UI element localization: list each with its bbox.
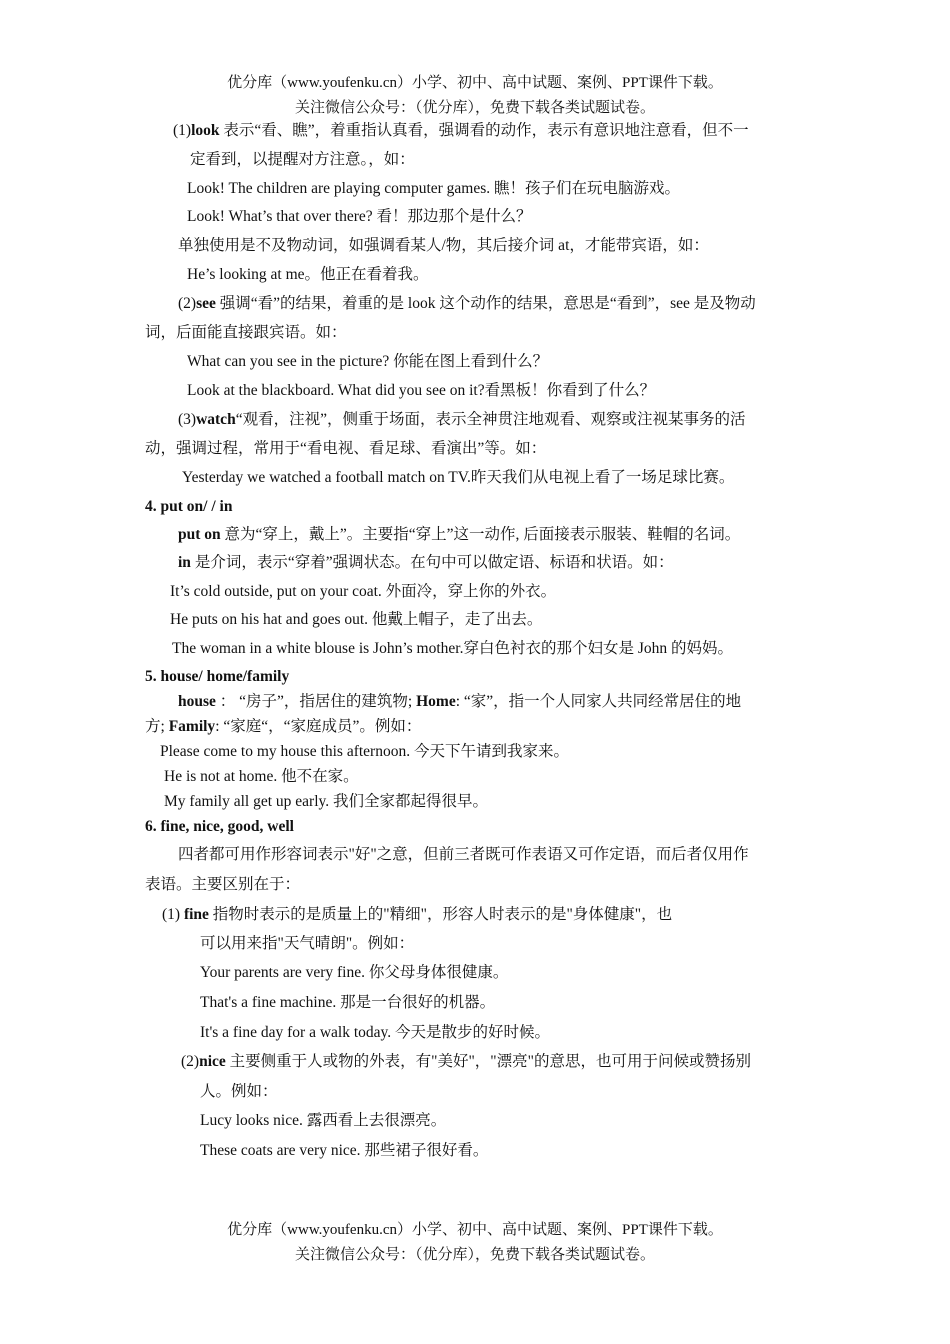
puton-definition: put on 意为“穿上，戴上”。主要指“穿上”这一动作, 后面接表示服装、鞋帽的名词。 xyxy=(178,526,741,543)
section-5-heading: 5. house/ home/family xyxy=(145,668,290,685)
house-term: house xyxy=(178,693,216,710)
section-6-intro-line-1: 四者都可用作形容词表示"好"之意，但前三者既可作表语又可作定语，而后者仅用作 xyxy=(178,846,749,863)
watch-definition-line-2: 动，强调过程，常用于“看电视、看足球、看演出”等。如： xyxy=(145,440,547,457)
house-home-definition: house ： “房子”，指居住的建筑物; Home: “家”，指一个人同家人共同经常居住的地 xyxy=(178,693,742,710)
fine-example-1: Your parents are very fine. 你父母身体很健康。 xyxy=(200,964,509,981)
header-line-2: 关注微信公众号：（优分库），免费下载各类试题试卷。 xyxy=(294,100,655,116)
nice-definition-line-1: (2)nice 主要侧重于人或物的外表，有"美好"，"漂亮"的意思，也可用于问候或赞扬别 xyxy=(181,1053,751,1070)
puton-term: put on xyxy=(178,526,221,543)
fine-term: fine xyxy=(183,906,209,923)
fine-example-2: That's a fine machine. 那是一台很好的机器。 xyxy=(200,994,496,1011)
fine-definition-line-1: (1) fine 指物时表示的是质量上的"精细"，形容人时表示的是"身体健康"，也 xyxy=(162,906,673,923)
watch-term: watch xyxy=(196,411,236,428)
puton-example-1: It’s cold outside, put on your coat. 外面冷，穿上你的外衣。 xyxy=(170,583,557,600)
section-6-intro-line-2: 表语。主要区别在于： xyxy=(145,876,301,893)
watch-definition-line-1: (3)watch“观看，注视”，侧重于场面，表示全神贯注地观看、观察或注视某事务的活 xyxy=(178,411,746,428)
see-definition-line-1: (2)see 强调“看”的结果，着重的是 look 这个动作的结果，意思是“看到”，see 是及物动 xyxy=(178,295,756,312)
footer-line-2: 关注微信公众号：（优分库），免费下载各类试题试卷。 xyxy=(294,1247,655,1263)
home-term: Home xyxy=(416,693,456,710)
family-term: Family xyxy=(168,718,216,735)
home-example: He is not at home. 他不在家。 xyxy=(164,768,359,785)
see-example-1: What can you see in the picture? 你能在图上看到什么？ xyxy=(187,353,549,370)
puton-example-2: He puts on his hat and goes out. 他戴上帽子，走了出去。 xyxy=(170,611,543,628)
family-definition: 方; Family: “家庭“，“家庭成员”。例如： xyxy=(145,718,422,735)
look-term: look xyxy=(191,122,220,139)
in-term: in xyxy=(178,554,191,571)
nice-definition-line-2: 人。例如： xyxy=(200,1083,278,1100)
look-definition-line-2: 定看到，以提醒对方注意。，如： xyxy=(190,151,415,168)
watch-example-1: Yesterday we watched a football match on TV.昨天我们从电视上看了一场足球比赛。 xyxy=(182,469,735,486)
see-term: see xyxy=(196,295,216,312)
look-example-1: Look! The children are playing computer games. 瞧！孩子们在玩电脑游戏。 xyxy=(187,180,681,197)
see-definition-line-2: 词，后面能直接跟宾语。如： xyxy=(145,324,347,341)
nice-example-1: Lucy looks nice. 露西看上去很漂亮。 xyxy=(200,1112,447,1129)
look-note: 单独使用是不及物动词，如强调看某人/物，其后接介词 at，才能带宾语，如： xyxy=(178,237,709,254)
house-example: Please come to my house this afternoon. 今天下午请到我家来。 xyxy=(160,743,569,760)
look-example-2: Look! What’s that over there? 看！那边那个是什么？ xyxy=(187,208,532,225)
nice-term: nice xyxy=(199,1053,226,1070)
in-definition: in 是介词，表示“穿着”强调状态。在句中可以做定语、标语和状语。如： xyxy=(178,554,674,571)
see-example-2: Look at the blackboard. What did you see on it?看黑板！你看到了什么？ xyxy=(187,382,656,399)
fine-definition-line-2: 可以用来指"天气晴朗"。例如： xyxy=(200,935,415,952)
nice-example-2: These coats are very nice. 那些裙子很好看。 xyxy=(200,1142,489,1159)
in-example-1: The woman in a white blouse is John’s mother.穿白色衬衣的那个妇女是 John 的妈妈。 xyxy=(172,640,733,657)
section-4-heading: 4. put on/ / in xyxy=(145,498,233,515)
fine-example-3: It's a fine day for a walk today. 今天是散步的好时候。 xyxy=(200,1024,551,1041)
family-example: My family all get up early. 我们全家都起得很早。 xyxy=(164,793,489,810)
look-definition-line-1: (1)look 表示“看、瞧”，着重指认真看，强调看的动作，表示有意识地注意看，但不一 xyxy=(173,122,749,139)
look-example-3: He’s looking at me。他正在看着我。 xyxy=(187,266,429,283)
section-6-heading: 6. fine, nice, good, well xyxy=(145,818,294,835)
header-line-1: 优分库（www.youfenku.cn）小学、初中、高中试题、案例、PPT课件下载。 xyxy=(227,75,723,91)
footer-line-1: 优分库（www.youfenku.cn）小学、初中、高中试题、案例、PPT课件下载。 xyxy=(227,1222,723,1238)
